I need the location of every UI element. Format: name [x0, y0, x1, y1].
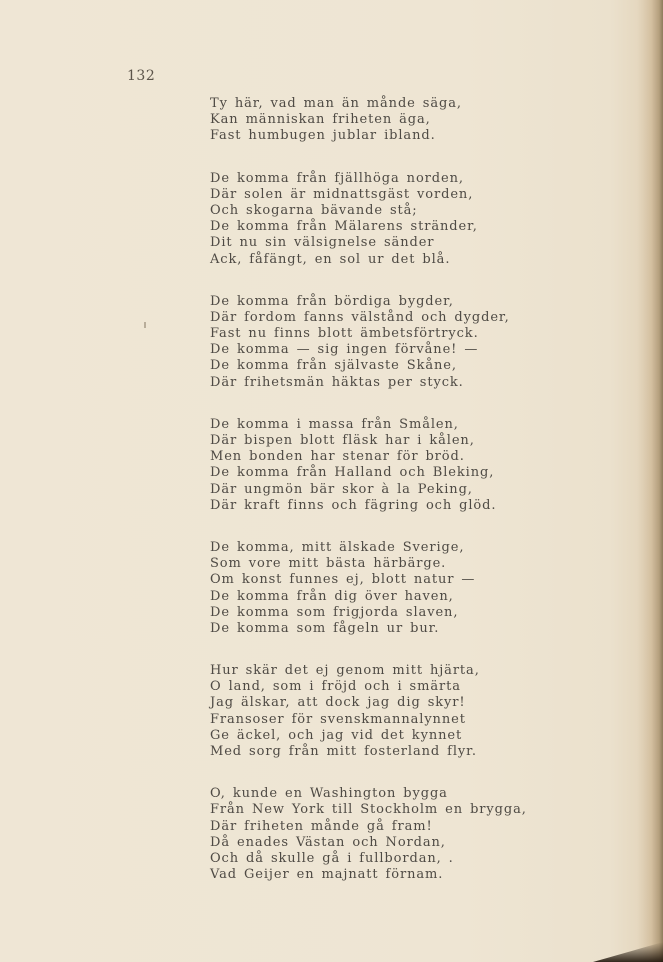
- poem-line: Ack, fåfängt, en sol ur det blå.: [210, 251, 451, 267]
- poem-line: Om konst funnes ej, blott natur —: [210, 572, 476, 588]
- poem-line: Där kraft finns och fägring och glöd.: [210, 497, 497, 513]
- stanza: [210, 417, 510, 514]
- poem-line: De komma från självaste Skåne,: [210, 358, 457, 374]
- poem-line: De komma i massa från Smålen,: [210, 416, 459, 432]
- stanza: [210, 171, 510, 268]
- poem-line: Jag älskar, att dock jag dig skyr!: [210, 695, 466, 711]
- poem-line: De komma, mitt älskade Sverige,: [210, 539, 465, 555]
- poem-line: Och skogarna bävande stå;: [210, 202, 418, 218]
- poem-line: Där ungmön bär skor à la Peking,: [210, 481, 473, 497]
- page-number: 132: [127, 68, 156, 84]
- poem-line: Kan människan friheten äga,: [210, 112, 431, 128]
- poem-line: Från New York till Stockholm en brygga,: [210, 802, 527, 818]
- stanza: [210, 540, 510, 637]
- poem-line: Där friheten månde gå fram!: [210, 818, 433, 834]
- poem-line: Där bispen blott fläsk har i kålen,: [210, 433, 475, 448]
- stanza: [210, 663, 510, 760]
- poem-line: O, kunde en Washington bygga: [210, 786, 448, 802]
- poem-line: Hur skär det ej genom mitt hjärta,: [210, 663, 480, 679]
- poem-line: Vad Geijer en majnatt förnam.: [210, 867, 444, 883]
- poem-line: Fransoser för svenskmannalynnet: [210, 711, 466, 727]
- poem-line: Där frihetsmän häktas per styck.: [210, 374, 464, 390]
- stanza: [210, 294, 510, 391]
- poem-line: Ge äckel, och jag vid det kynnet: [210, 727, 463, 743]
- poem-line: Fast humbugen jublar ibland.: [210, 128, 436, 144]
- page-corner-shadow: [593, 942, 663, 962]
- poem-line: De komma som fågeln ur bur.: [210, 620, 440, 636]
- poem-line: O land, som i fröjd och i smärta: [210, 679, 461, 695]
- poem-line: Fast nu finns blott ämbetsförtryck.: [210, 326, 479, 342]
- poem-text: [210, 96, 527, 909]
- poem-line: Med sorg från mitt fosterland flyr.: [210, 744, 477, 759]
- paper-mark: [144, 322, 146, 328]
- poem-line: De komma — sig ingen förvåne! —: [210, 342, 479, 358]
- poem-line: De komma från Halland och Bleking,: [210, 465, 495, 481]
- poem-line: De komma som frigjorda slaven,: [210, 604, 459, 620]
- stanza: [210, 96, 510, 145]
- poem-line: De komma från bördiga bygder,: [210, 293, 454, 309]
- page-edge-shadow: [637, 0, 663, 962]
- poem-line: Där solen är midnattsgäst vorden,: [210, 186, 474, 202]
- poem-line: Och då skulle gå i fullbordan, .: [210, 850, 454, 866]
- poem-line: Som vore mitt bästa härbärge.: [210, 556, 447, 572]
- poem-line: De komma från Mälarens stränder,: [210, 219, 478, 235]
- poem-line: Dit nu sin välsignelse sänder: [210, 235, 435, 251]
- poem-line: Då enades Västan och Nordan,: [210, 834, 446, 850]
- poem-line: De komma från dig över haven,: [210, 588, 454, 604]
- poem-line: Men bonden har stenar för bröd.: [210, 449, 465, 465]
- poem-line: Ty här, vad man än månde säga,: [210, 96, 462, 111]
- poem-line: Där fordom fanns välstånd och dygder,: [210, 309, 510, 325]
- stanza: [210, 786, 527, 883]
- poem-line: De komma från fjällhöga norden,: [210, 170, 464, 186]
